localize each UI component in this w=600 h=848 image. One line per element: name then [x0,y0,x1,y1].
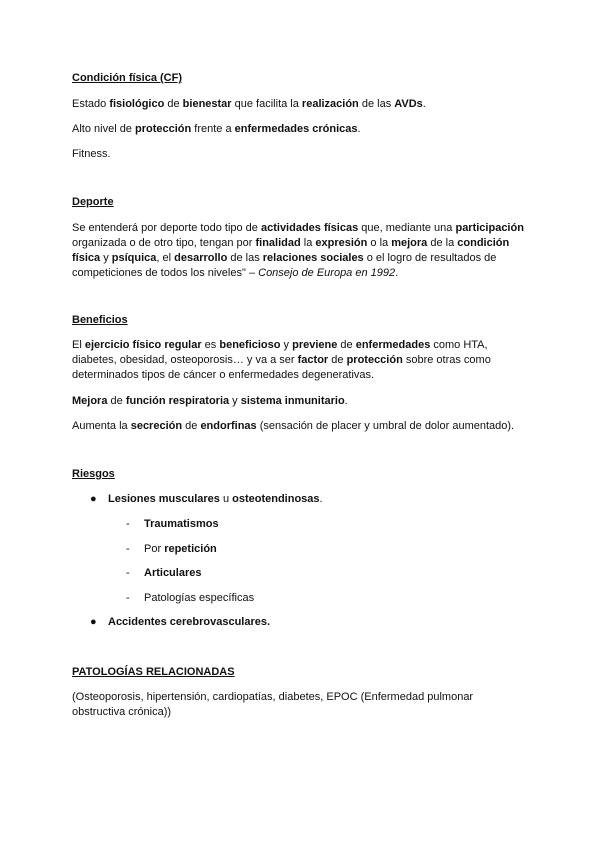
section-title-patologias: PATOLOGÍAS RELACIONADAS [72,666,235,678]
risk-subitem-repeticion: Por repetición [144,543,217,555]
section-title-deporte: Deporte [72,196,114,208]
dash-icon: - [126,567,130,579]
cf-paragraph-3: Fitness. [72,148,111,160]
cf-paragraph-2: Alto nivel de protección frente a enfermedades crónicas. [72,123,361,135]
risk-subitem-patologias: Patologías específicas [144,592,255,604]
deporte-paragraph: Se entenderá por deporte todo tipo de actividades físicas que, mediante una participación organizada o de otro tipo, tengan por finalidad la expresión o la mejora de la condición física y psíquica, el desarrollo de las relaciones sociales o el logro de resultados de competiciones de todos los niveles" – Consejo de Europa en 1992. [72,222,524,279]
risk-item-accidentes: Accidentes cerebrovasculares. [108,616,271,628]
section-title-cf: Condición física (CF) [72,72,182,84]
dash-icon: - [126,592,130,604]
risk-subitem-articulares: Articulares [144,567,202,579]
risk-item-lesiones: Lesiones musculares u osteotendinosas. [108,493,323,505]
dash-icon: - [126,518,130,530]
section-title-beneficios: Beneficios [72,314,128,326]
bullet-icon: ● [90,493,97,505]
cf-paragraph-1: Estado fisiológico de bienestar que facilita la realización de las AVDs. [72,98,426,110]
risk-subitem-traumatismos: Traumatismos [144,518,219,530]
section-title-riesgos: Riesgos [72,468,115,480]
beneficios-paragraph-3: Aumenta la secreción de endorfinas (sensación de placer y umbral de dolor aumentado). [72,420,515,432]
bullet-icon: ● [90,616,97,628]
patologias-paragraph: (Osteoporosis, hipertensión, cardiopatías, diabetes, EPOC (Enfermedad pulmonar obstructiva crónica)) [72,691,474,718]
beneficios-paragraph-2: Mejora de función respiratoria y sistema inmunitario. [72,395,348,407]
beneficios-paragraph-1: El ejercicio físico regular es beneficioso y previene de enfermedades como HTA, diabetes, obesidad, osteoporosis… y va a ser factor de protección sobre otras como determinados tipos de cáncer o enfermedades degenerativas. [72,339,491,381]
dash-icon: - [126,543,130,555]
